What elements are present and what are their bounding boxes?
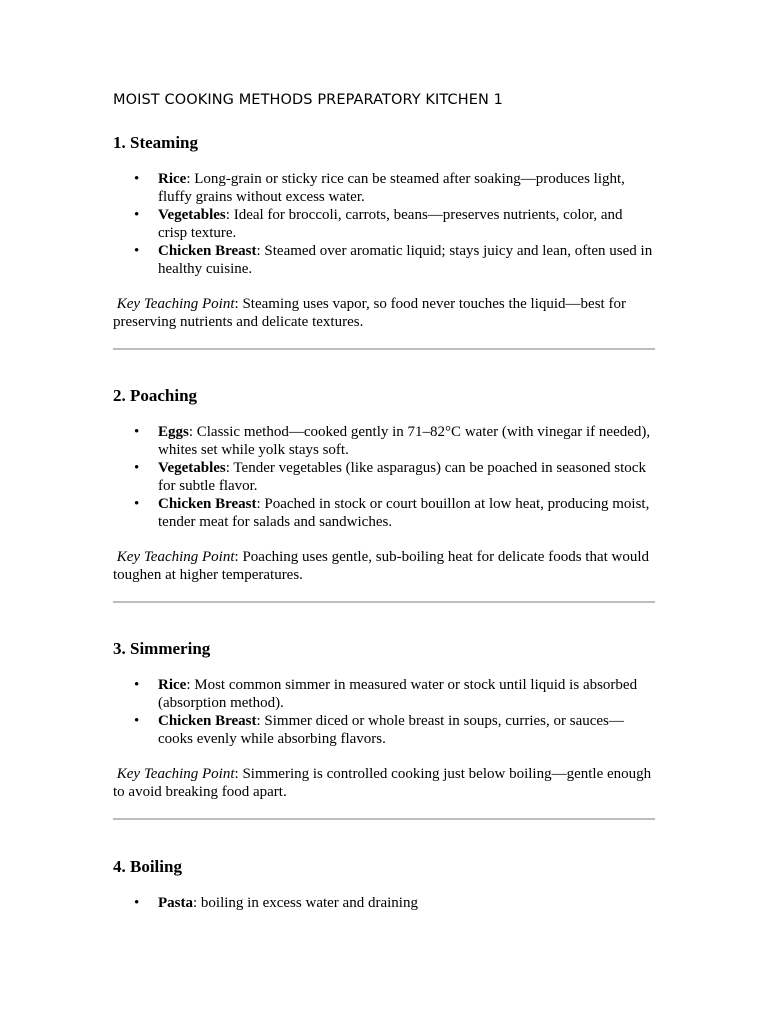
section-heading: 2. Poaching	[113, 386, 198, 405]
key-teaching-point	[113, 765, 655, 801]
bullet-icon: •	[134, 424, 140, 440]
list-item	[134, 170, 655, 206]
list-item	[134, 894, 655, 912]
item-text: : Tender vegetables (like asparagus) can be poached in seasoned stock for subtle flavor.	[158, 460, 646, 494]
key-label: Key Teaching Point	[116, 766, 235, 782]
list-item	[134, 242, 655, 278]
list-item	[134, 676, 655, 712]
key-text: : Simmering is controlled cooking just below boiling—gentle enough to avoid breaking food apart.	[113, 766, 652, 800]
section-divider	[113, 601, 655, 603]
item-term: Pasta	[158, 895, 193, 911]
item-list	[113, 170, 655, 278]
bullet-icon: •	[134, 460, 140, 476]
item-term: Vegetables	[158, 460, 226, 476]
item-text: : Most common simmer in measured water or stock until liquid is absorbed (absorption method).	[158, 677, 638, 711]
list-item	[134, 712, 655, 748]
item-list	[113, 894, 655, 912]
item-text: : Classic method—cooked gently in 71–82°C water (with vinegar if needed), whites set while yolk stays soft.	[158, 424, 651, 458]
item-text: : boiling in excess water and draining	[193, 895, 418, 911]
item-text: : Ideal for broccoli, carrots, beans—preserves nutrients, color, and crisp texture.	[158, 207, 623, 241]
item-list	[113, 676, 655, 748]
item-text: : Simmer diced or whole breast in soups, curries, or sauces—cooks evenly while absorbing flavors.	[158, 713, 624, 747]
list-item	[134, 423, 655, 459]
list-item	[134, 459, 655, 495]
bullet-icon: •	[134, 895, 140, 911]
bullet-icon: •	[134, 207, 140, 223]
list-item	[134, 206, 655, 242]
key-text: : Poaching uses gentle, sub-boiling heat for delicate foods that would toughen at higher temperatures.	[113, 549, 650, 583]
section-boiling	[113, 856, 655, 912]
section-simmering	[113, 638, 655, 820]
item-text: : Poached in stock or court bouillon at low heat, producing moist, tender meat for salads and sandwiches.	[158, 496, 650, 530]
key-label: Key Teaching Point	[116, 549, 235, 565]
key-teaching-point	[113, 548, 655, 584]
bullet-icon: •	[134, 171, 140, 187]
item-term: Chicken Breast	[158, 243, 257, 259]
item-term: Rice	[158, 677, 187, 693]
section-heading: 3. Simmering	[113, 639, 211, 658]
item-term: Chicken Breast	[158, 713, 257, 729]
document-title: MOIST COOKING METHODS PREPARATORY KITCHEN 1	[113, 92, 503, 108]
item-term: Chicken Breast	[158, 496, 257, 512]
section-divider	[113, 348, 655, 350]
key-teaching-point	[113, 295, 655, 331]
list-item	[134, 495, 655, 531]
section-divider	[113, 818, 655, 820]
item-list	[113, 423, 655, 531]
item-term: Eggs	[158, 424, 189, 440]
bullet-icon: •	[134, 713, 140, 729]
item-term: Vegetables	[158, 207, 226, 223]
bullet-icon: •	[134, 243, 140, 259]
item-term: Rice	[158, 171, 187, 187]
section-heading: 4. Boiling	[113, 857, 182, 876]
section-steaming	[113, 132, 655, 350]
item-text: : Steamed over aromatic liquid; stays juicy and lean, often used in healthy cuisine.	[158, 243, 653, 277]
bullet-icon: •	[134, 496, 140, 512]
section-poaching	[113, 385, 655, 603]
key-text: : Steaming uses vapor, so food never touches the liquid—best for preserving nutrients and delicate textures.	[113, 296, 626, 330]
item-text: : Long-grain or sticky rice can be steamed after soaking—produces light, fluffy grains without excess water.	[158, 171, 625, 205]
section-heading: 1. Steaming	[113, 133, 198, 152]
bullet-icon: •	[134, 677, 140, 693]
key-label: Key Teaching Point	[116, 296, 235, 312]
